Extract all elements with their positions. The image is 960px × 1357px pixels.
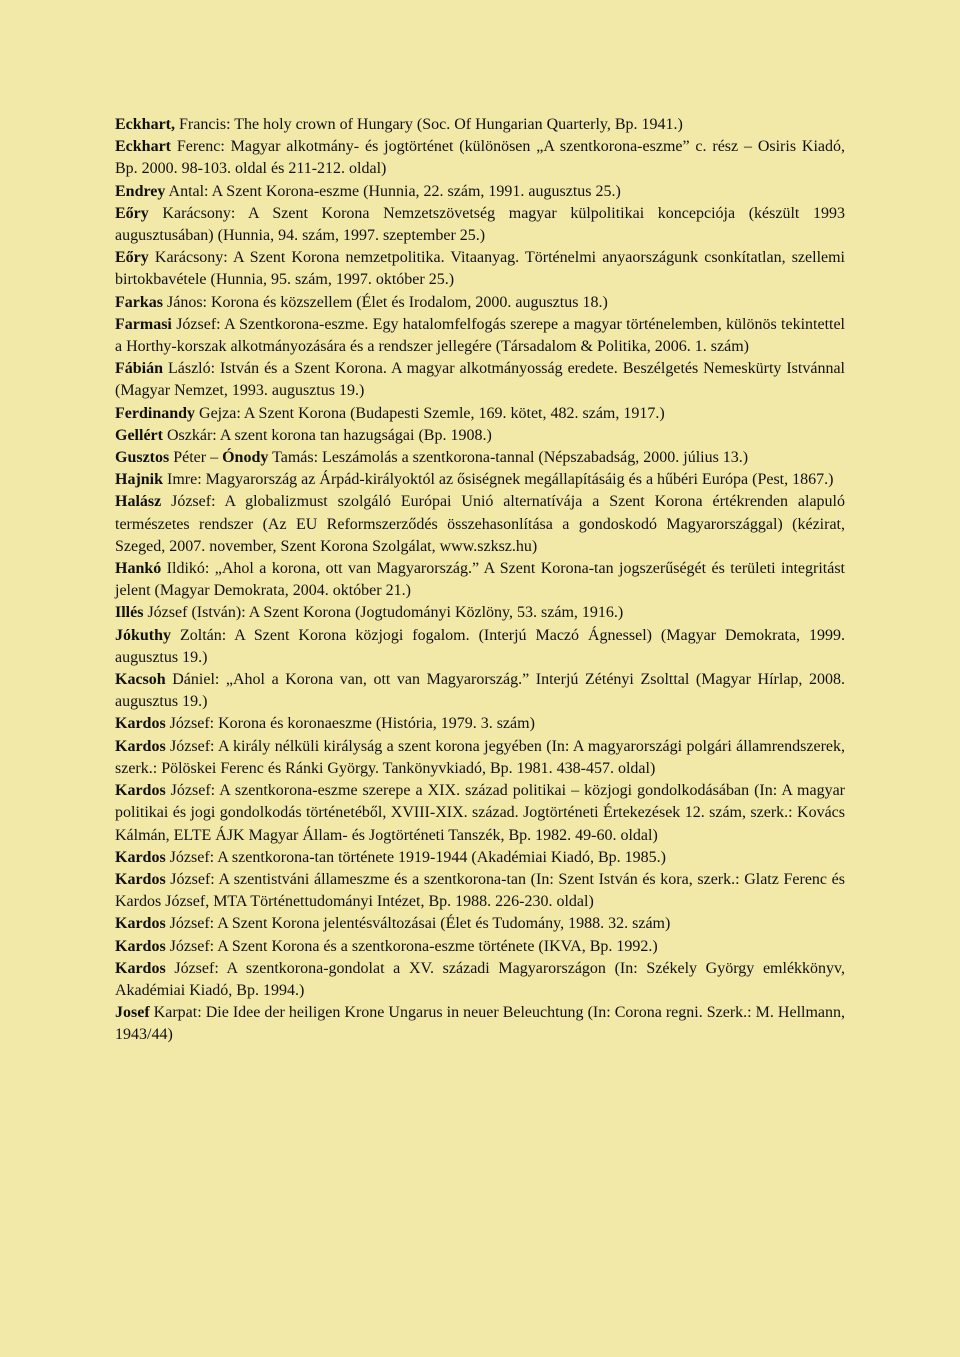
bib-entry	[115, 625, 845, 669]
entry-text: József: A globalizmust szolgáló Európai Unió alternatívája a Szent Korona értékrenden alapuló természetes rendszer (Az EU Reformszerződés összehasonlítása a gondoskodó Magyarországgal) (kézirat, Szeged, 2007. november, Szent Korona Szolgálat, www.szksz.hu)	[115, 493, 845, 555]
author-surname: Illés	[115, 604, 144, 622]
entry-text: Imre: Magyarország az Árpád-királyoktól az ősiségnek megállapításáig és a hűbéri Európa (Pest, 1867.)	[163, 471, 834, 489]
bib-entry	[115, 403, 845, 425]
entry-text: József: Korona és koronaeszme (História, 1979. 3. szám)	[165, 715, 535, 733]
entry-text: János: Korona és közszellem (Élet és Irodalom, 2000. augusztus 18.)	[163, 293, 608, 311]
author-surname: Kardos	[115, 848, 166, 866]
bib-entry	[115, 292, 845, 314]
author-surname: Kardos	[115, 737, 166, 755]
author-surname: Hankó	[115, 560, 162, 578]
entry-text: Gejza: A Szent Korona (Budapesti Szemle, 169. kötet, 482. szám, 1917.)	[195, 404, 665, 422]
author-surname: Fábián	[115, 360, 164, 378]
entry-text: Zoltán: A Szent Korona közjogi fogalom. (Interjú Maczó Ágnessel) (Magyar Demokrata, 1999. augusztus 19.)	[115, 626, 845, 666]
author-surname: Farkas	[115, 293, 163, 311]
author-surname: Eckhart,	[115, 116, 175, 133]
entry-text: Karpat: Die Idee der heiligen Krone Ungarus in neuer Beleuchtung (In: Corona regni. Szerk.: M. Hellmann, 1943/44)	[115, 1004, 845, 1044]
author-surname: Eőry	[115, 204, 149, 222]
author-surname: Gusztos	[115, 449, 170, 467]
entry-text: József: A szentkorona-eszme szerepe a XIX. század politikai – közjogi gondolkodásában (In: A magyar politikai és jogi gondolkodás történetéből, XVIII-XIX. század. Jogtörténeti Értekezések 12. szám, szerk.: Kovács Kálmán, ELTE ÁJK Magyar Állam- és Jogtörténeti Tanszék, Bp. 1982. 49-60. oldal)	[115, 782, 845, 844]
author-surname: Endrey	[115, 182, 166, 200]
bib-entry	[115, 181, 845, 203]
bib-entry	[115, 314, 845, 358]
entry-text: Karácsony: A Szent Korona Nemzetszövetség magyar külpolitikai koncepciója (készült 1993 augusztusában) (Hunnia, 94. szám, 1997. szeptember 25.)	[115, 204, 845, 245]
bib-entry	[115, 558, 845, 602]
entry-text: József: A Szentkorona-eszme. Egy hatalomfelfogás szerepe a magyar történelemben, különös tekintettel a Horthy-korszak alkotmányozására és a rendszer jellegére (Társadalom & Politika, 2006. 1. szám)	[115, 315, 845, 356]
author-surname: Jókuthy	[115, 626, 172, 644]
bib-entry	[115, 869, 845, 913]
author-surname: Kardos	[115, 870, 166, 888]
entry-text: Péter –	[169, 449, 223, 467]
author-surname: Kardos	[115, 715, 166, 733]
bib-entry	[115, 491, 845, 558]
entry-text: Ferenc: Magyar alkotmány- és jogtörténet (különösen „A szentkorona-eszme” c. rész – Osiris Kiadó, Bp. 2000. 98-103. oldal és 211-212. oldal)	[115, 138, 845, 178]
entry-text: Karácsony: A Szent Korona nemzetpolitika. Vitaanyag. Történelmi anyaországunk csonkítatlan, szellemi birtokbavétele (Hunnia, 95. szám, 1997. október 25.)	[115, 249, 845, 289]
bib-entry	[115, 1002, 845, 1046]
entry-text: Francis: The holy crown of Hungary (Soc. Of Hungarian Quarterly, Bp. 1941.)	[175, 116, 683, 133]
author-surname: Halász	[115, 493, 162, 511]
bib-entry	[115, 713, 845, 735]
bibliography-list	[115, 114, 845, 1047]
entry-text: Ildikó: „Ahol a korona, ott van Magyarország.” A Szent Korona-tan jogszerűségét és területi integritást jelent (Magyar Demokrata, 2004. október 21.)	[115, 560, 845, 600]
author-surname: Kardos	[115, 782, 166, 800]
bib-entry	[115, 669, 845, 713]
bib-entry	[115, 247, 845, 291]
bib-entry	[115, 847, 845, 869]
bib-entry	[115, 913, 845, 935]
bib-entry	[115, 469, 845, 491]
bib-entry	[115, 602, 845, 624]
author-surname: Josef	[115, 1004, 150, 1022]
bib-entry	[115, 425, 845, 447]
entry-text: József: A Szent Korona jelentésváltozásai (Élet és Tudomány, 1988. 32. szám)	[165, 915, 671, 933]
bib-entry	[115, 447, 845, 469]
author-surname: Farmasi	[115, 315, 172, 333]
author-surname: Kardos	[115, 937, 166, 955]
bib-entry	[115, 203, 845, 247]
entry-text: László: István és a Szent Korona. A magyar alkotmányosság eredete. Beszélgetés Nemeskürty Istvánnal (Magyar Nemzet, 1993. augusztus 19.)	[115, 360, 845, 400]
bib-entry	[115, 358, 845, 402]
entry-text: Dániel: „Ahol a Korona van, ott van Magyarország.” Interjú Zétényi Zsolttal (Magyar Hírlap, 2008. augusztus 19.)	[115, 671, 845, 711]
author-surname: Kardos	[115, 959, 166, 977]
author-surname: Gellért	[115, 426, 163, 444]
entry-text-continued: Tamás: Leszámolás a szentkorona-tannal (Népszabadság, 2000. július 13.)	[268, 449, 749, 467]
entry-text: József: A Szent Korona és a szentkorona-eszme története (IKVA, Bp. 1992.)	[165, 937, 658, 955]
bib-entry	[115, 136, 845, 180]
entry-text: Oszkár: A szent korona tan hazugságai (Bp. 1908.)	[162, 426, 492, 444]
bib-entry	[115, 936, 845, 958]
author-surname: Hajnik	[115, 471, 164, 489]
author-surname: Kardos	[115, 915, 166, 933]
bib-entry	[115, 114, 845, 136]
author-surname: Kacsoh	[115, 671, 166, 689]
bib-entry	[115, 780, 845, 847]
author-surname: Eckhart	[115, 138, 171, 156]
author-surname: Eőry	[115, 249, 149, 267]
coauthor-surname: Ónody	[222, 449, 269, 467]
bib-entry	[115, 958, 845, 1002]
author-surname: Ferdinandy	[115, 404, 196, 422]
entry-text: József: A szentistváni állameszme és a szentkorona-tan (In: Szent István és kora, szerk.: Glatz Ferenc és Kardos József, MTA Történettudományi Intézet, Bp. 1988. 226-230. oldal)	[115, 870, 845, 911]
bib-entry	[115, 736, 845, 780]
entry-text: Antal: A Szent Korona-eszme (Hunnia, 22. szám, 1991. augusztus 25.)	[165, 182, 621, 200]
entry-text: József (István): A Szent Korona (Jogtudományi Közlöny, 53. szám, 1916.)	[143, 604, 624, 622]
entry-text: József: A szentkorona-tan története 1919-1944 (Akadémiai Kiadó, Bp. 1985.)	[165, 848, 666, 866]
entry-text: József: A szentkorona-gondolat a XV. századi Magyarországon (In: Székely György emlékkönyv, Akadémiai Kiadó, Bp. 1994.)	[115, 959, 845, 999]
entry-text: József: A király nélküli királyság a szent korona jegyében (In: A magyarországi polgári államrendszerek, szerk.: Pölöskei Ferenc és Ránki György. Tankönyvkiadó, Bp. 1981. 438-457. oldal)	[115, 737, 845, 777]
